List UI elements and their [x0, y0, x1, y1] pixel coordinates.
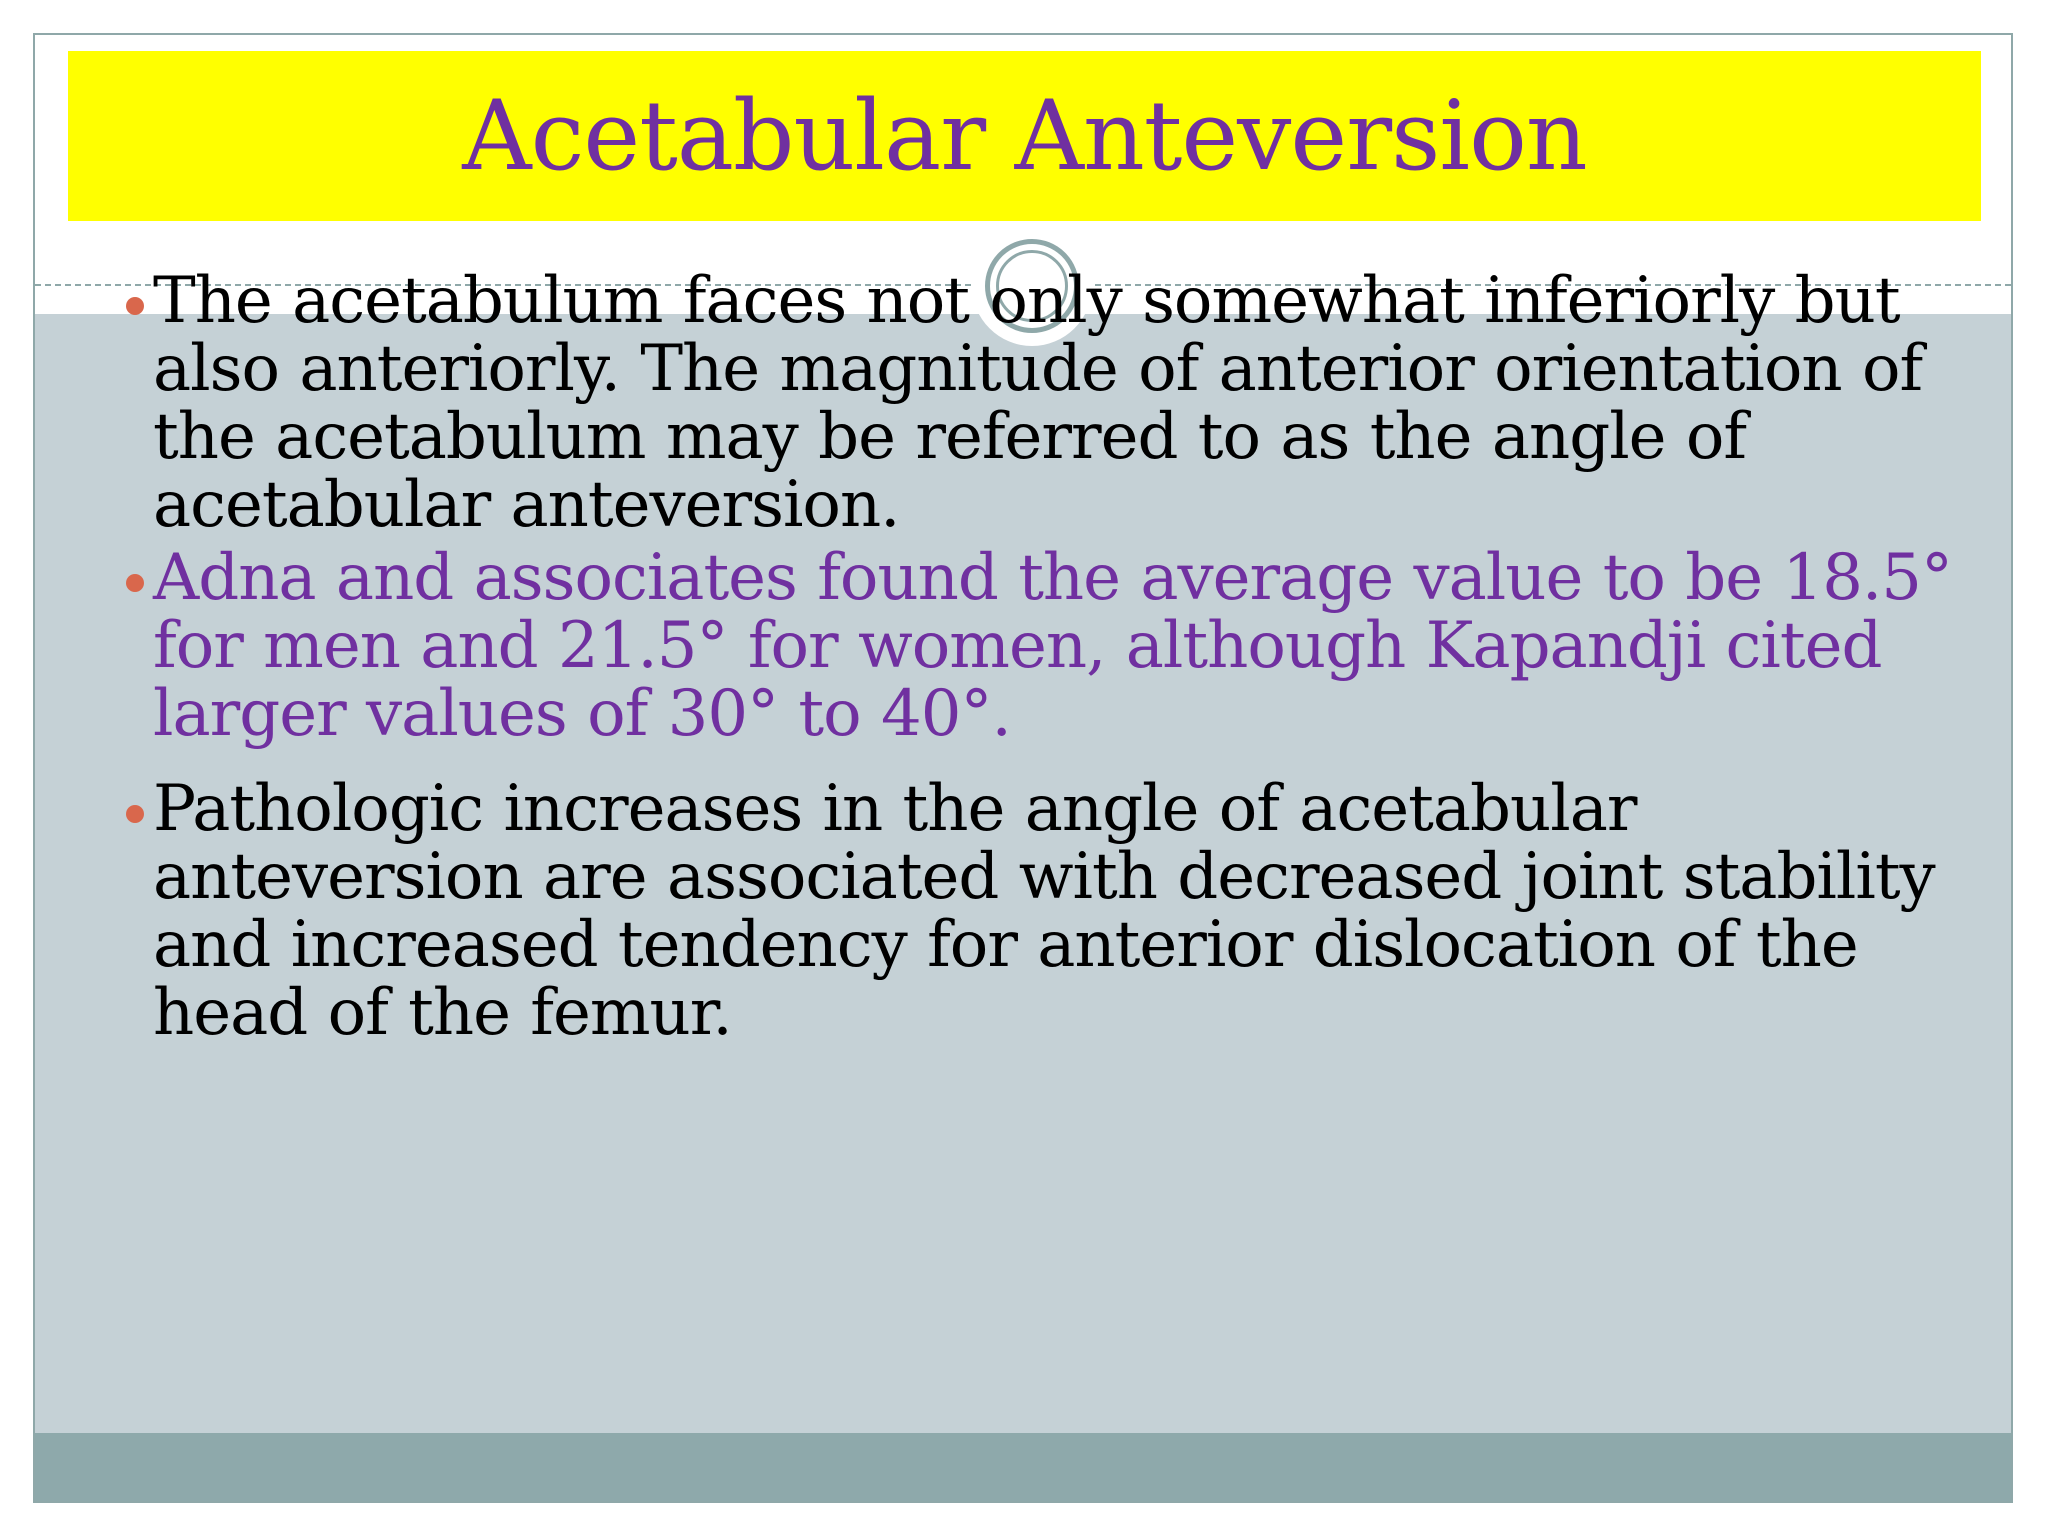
bullet-list — [35, 35, 2011, 1501]
bullet-text: The acetabulum faces not only somewhat inferiorly but also anteriorly. The magnitude of anterior orientation of the acetabulum may be referred to as the angle of acetabular anteversion. — [153, 264, 1923, 542]
bullet-text: Adna and associates found the average value to be 18.5° for men and 21.5° for women, although Kapandji cited larger values of 30° to 40°. — [153, 541, 1952, 751]
bullet-dot-icon — [126, 805, 144, 823]
slide-title: Acetabular Anteversion — [462, 80, 1587, 192]
slide — [33, 33, 2013, 1503]
bullet-item-average-values — [153, 541, 1963, 751]
bullet-item-pathologic-increases — [153, 772, 1963, 1050]
bullet-item-anteversion-definition — [153, 264, 1963, 542]
bullet-text: Pathologic increases in the angle of acetabular anteversion are associated with decreased joint stability and increased tendency for anterior dislocation of the head of the femur. — [153, 772, 1935, 1050]
bullet-dot-icon — [126, 574, 144, 592]
bullet-dot-icon — [126, 297, 144, 315]
